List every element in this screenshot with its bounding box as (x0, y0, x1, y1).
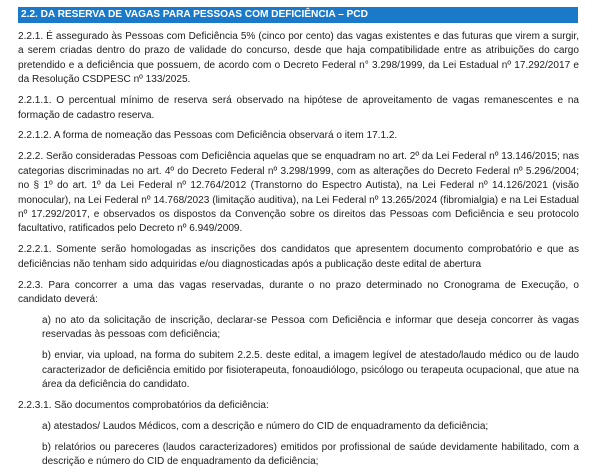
list-item-2-2-3-1-b: b) relatórios ou pareceres (laudos caracterizadores) emitidos por profissional de saúde devidamente habilitado, com a descrição e número do CID de enquadramento da deficiência; (42, 441, 579, 468)
paragraph-2-2-1-2: 2.2.1.2. A forma de nomeação das Pessoas com Deficiência observará o item 17.1.2. (18, 130, 398, 142)
paragraph-2-2-1: 2.2.1. É assegurado às Pessoas com Deficiência 5% (cinco por cento) das vagas existentes e das futuras que virem a surgir, a serem criadas dentro do prazo de validade do concurso, desde que haja compatibilidade entre as atribuições do cargo pretendido e a deficiência que possuem, de acordo com o Decreto Federal n° 3.298/1999, da Lei Estadual nº 17.292/2017 e da Resolução CSDPESC nº 133/2025. (18, 31, 579, 86)
list-item-2-2-3-1-a: a) atestados/ Laudos Médicos, com a descrição e número do CID de enquadramento da deficiência; (42, 420, 489, 432)
paragraph-2-2-3-1: 2.2.3.1. São documentos comprobatórios da deficiência: (18, 399, 269, 411)
section-heading-title: 2.2. DA RESERVA DE VAGAS PARA PESSOAS COM DEFICIÊNCIA – PCD (21, 8, 368, 20)
paragraph-2-2-3: 2.2.3. Para concorrer a uma das vagas reservadas, durante o no prazo determinado no Cronograma de Execução, o candidato deverá: (18, 279, 579, 305)
paragraph-2-2-1-1: 2.2.1.1. O percentual mínimo de reserva será observado na hipótese de aproveitamento de vagas remanescentes e na formação de cadastro reserva. (18, 95, 579, 121)
paragraph-2-2-2-1: 2.2.2.1. Somente serão homologadas as inscrições dos candidatos que apresentem documento comprobatório e que as deficiências não tenham sido adquiridas e/ou diagnosticadas após a publicação deste edital de abertura (18, 244, 579, 270)
section-heading-bar (18, 7, 578, 23)
paragraph-2-2-2: 2.2.2. Serão consideradas Pessoas com Deficiência aquelas que se enquadram no art. 2º da Lei Federal nº 13.146/2015; nas categorias discriminadas no art. 4º do Decreto Federal nº 3.298/1999, com as alterações do Decreto Federal nº 5.296/2004; no § 1º do art. 1º da Lei Federal nº 12.764/2012 (Transtorno do Espectro Autista), na Lei Federal nº 14.126/2021 (visão monocular), na Lei Federal nº 14.768/2023 (limitação auditiva), na Lei Federal nº 13.265/2024 (fibromialgia) e na Lei Estadual nº 17.292/2017, e observados os dispostos da Convenção sobre os direitos das Pessoas com Deficiência e seu protocolo facultativo, ratificados pelo Decreto nº 6.949/2009. (18, 151, 579, 235)
document-body (18, 30, 579, 476)
list-item-2-2-3-b: b) enviar, via upload, na forma do subitem 2.2.5. deste edital, a imagem legível de atestado/laudo médico ou de laudo caracterizador de deficiência emitido por fisioterapeuta, fonoaudiólogo, psicólogo ou terapeuta ocupacional, que atue na área da deficiência do candidato. (42, 350, 579, 391)
list-item-2-2-3-a: a) no ato da solicitação de inscrição, declarar-se Pessoa com Deficiência e informar que deseja concorrer às vagas reservadas às pessoas com deficiência; (42, 314, 579, 341)
